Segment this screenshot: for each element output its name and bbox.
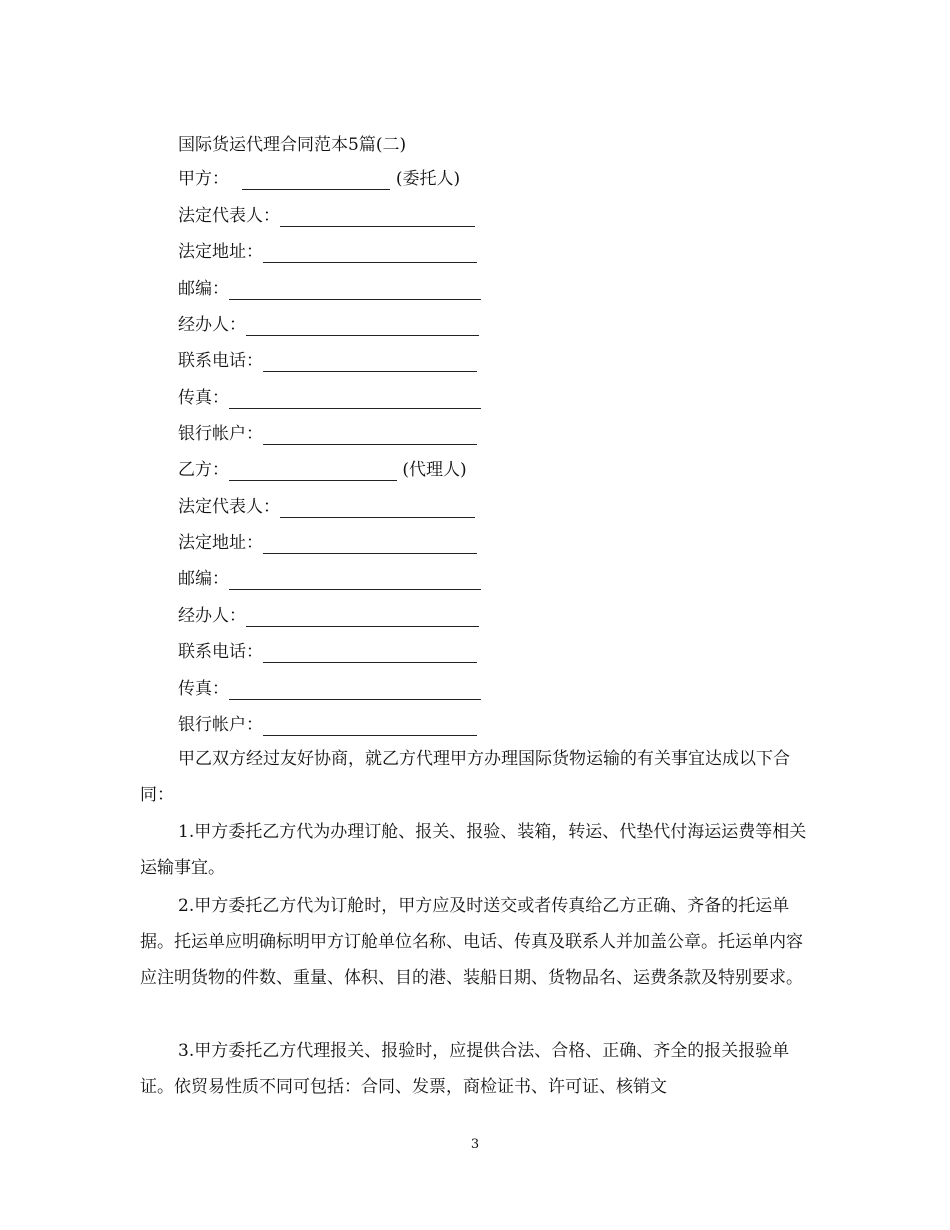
field-blank — [246, 317, 479, 336]
body-paragraph: 甲乙双方经过友好协商，就乙方代理甲方办理国际货物运输的有关事宜达成以下合同： — [140, 749, 790, 805]
party-a-field-row — [178, 423, 477, 445]
party-b-label: 乙方： — [178, 460, 229, 480]
party-b-field-row — [178, 605, 479, 627]
field-label: 银行帐户： — [178, 715, 263, 735]
party-a-field-row — [178, 387, 481, 409]
field-blank — [263, 353, 477, 372]
party-a-field-row — [178, 350, 477, 372]
field-blank — [280, 499, 475, 518]
party-a-label: 甲方： — [178, 169, 229, 189]
party-a-suffix: (委托人) — [395, 169, 461, 189]
field-blank — [263, 717, 477, 736]
party-b-field-row — [178, 532, 477, 554]
page-number: 3 — [470, 1137, 480, 1152]
document-title: 国际货运代理合同范本5篇(二) — [178, 135, 407, 155]
party-a-field-row — [178, 241, 477, 263]
field-blank — [263, 426, 477, 445]
party-a-field-row — [178, 314, 479, 336]
field-blank — [280, 208, 475, 227]
field-label: 经办人： — [178, 606, 246, 626]
field-label: 法定地址： — [178, 242, 263, 262]
field-label: 邮编： — [178, 279, 229, 299]
party-b-suffix: (代理人) — [402, 460, 467, 480]
field-blank — [229, 390, 481, 409]
party-b-blank — [229, 462, 397, 481]
field-blank — [263, 535, 477, 554]
field-label: 法定代表人： — [178, 497, 280, 517]
field-label: 传真： — [178, 388, 229, 408]
field-label: 传真： — [178, 679, 229, 699]
party-a-line — [178, 168, 460, 190]
field-blank — [229, 571, 481, 590]
body-paragraph: 3.甲方委托乙方代理报关、报验时，应提供合法、合格、正确、齐全的报关报验单证。依贸易性质不同可包括：合同、发票，商检证书、许可证、核销文 — [140, 1041, 790, 1097]
field-label: 经办人： — [178, 315, 246, 335]
party-b-field-row — [178, 641, 477, 663]
field-label: 法定代表人： — [178, 206, 280, 226]
field-label: 联系电话： — [178, 351, 263, 371]
field-blank — [246, 608, 479, 627]
field-label: 联系电话： — [178, 642, 263, 662]
field-blank — [263, 644, 477, 663]
party-b-field-row — [178, 496, 475, 518]
field-label: 银行帐户： — [178, 424, 263, 444]
field-blank — [229, 281, 481, 300]
party-b-field-row — [178, 568, 481, 590]
party-b-field-row — [178, 714, 477, 736]
party-a-field-row — [178, 205, 475, 227]
party-a-field-row — [178, 278, 481, 300]
field-label: 法定地址： — [178, 533, 263, 553]
party-b-field-row — [178, 678, 481, 700]
field-label: 邮编： — [178, 569, 229, 589]
party-b-line — [178, 459, 467, 481]
field-blank — [229, 681, 481, 700]
field-blank — [263, 244, 477, 263]
party-a-blank — [242, 171, 390, 190]
body-paragraph: 2.甲方委托乙方代为订舱时，甲方应及时送交或者传真给乙方正确、齐备的托运单据。托运单应明确标明甲方订舱单位名称、电话、传真及联系人并加盖公章。托运单内容应注明货物的件数、重量、体积、目的港、装船日期、货物品名、运费条款及特别要求。 — [140, 896, 803, 988]
body-paragraph: 1.甲方委托乙方代为办理订舱、报关、报验、装箱，转运、代垫代付海运运费等相关运输事宜。 — [140, 822, 807, 878]
